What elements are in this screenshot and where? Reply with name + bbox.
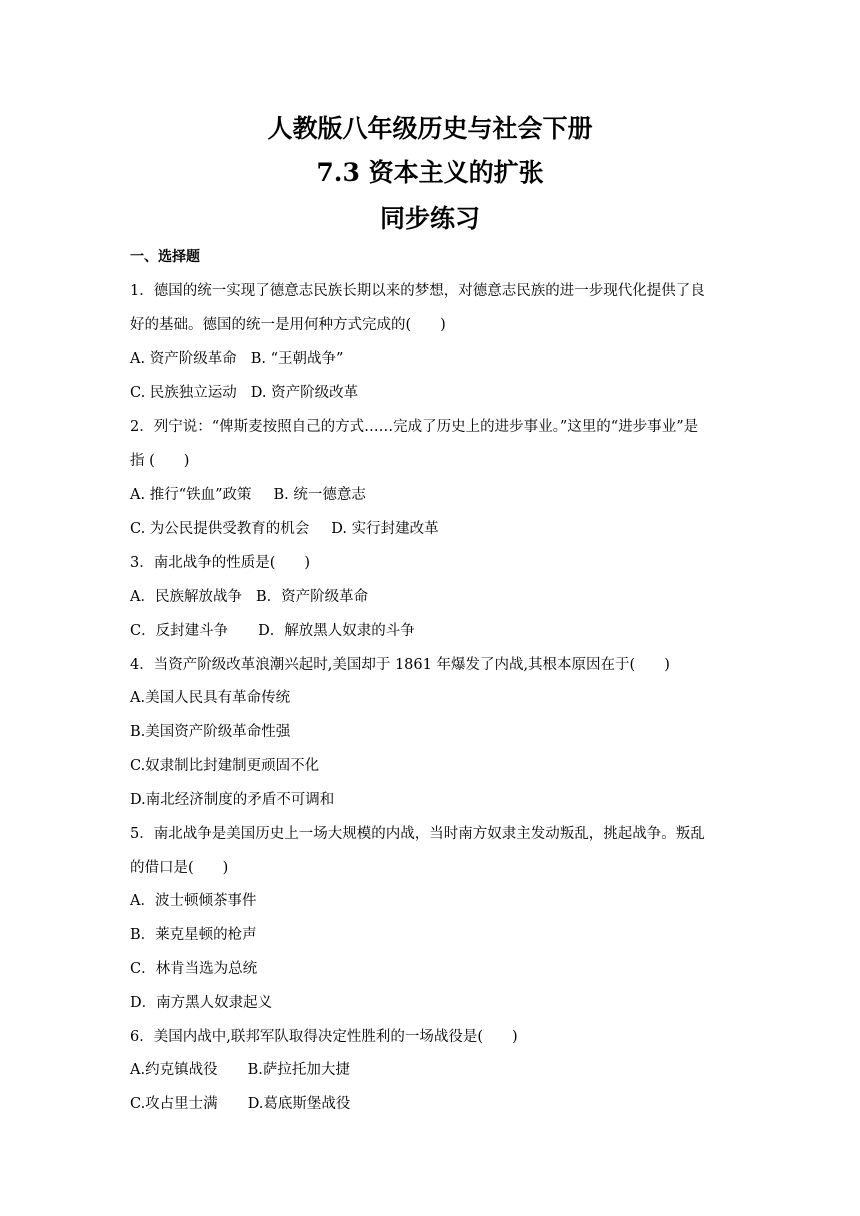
q6-options-row2 — [130, 1094, 350, 1114]
q1-option-b: B. “王朝战争” — [250, 351, 344, 367]
q5-stem-line1: 5．南北战争是美国历史上一场大规模的内战，当时南方奴隶主发动叛乱，挑起战争。叛乱 — [130, 826, 705, 842]
q2-option-d: D. 实行封建改革 — [331, 521, 439, 537]
q3-option-d: D．解放黑人奴隶的斗争 — [258, 623, 415, 639]
document-title: 人教版八年级历史与社会下册 — [267, 114, 593, 143]
section-heading: 一、选择题 — [130, 249, 200, 265]
q6-option-a: A.约克镇战役 — [130, 1062, 218, 1078]
q6-option-b: B.萨拉托加大捷 — [247, 1062, 350, 1078]
q2-options-row2 — [130, 519, 439, 539]
q5-option-b: B．莱克星顿的枪声 — [130, 927, 257, 943]
q1-stem-line2: 好的基础。德国的统一是用何种方式完成的( ) — [130, 317, 446, 333]
q1-option-c: C. 民族独立运动 — [130, 385, 237, 401]
q1-option-d: D. 资产阶级改革 — [250, 385, 359, 401]
q2-option-c: C. 为公民提供受教育的机会 — [130, 521, 310, 537]
q3-options-row2 — [130, 621, 415, 641]
q4-option-d: D.南北经济制度的矛盾不可调和 — [130, 792, 335, 808]
q6-options-row1 — [130, 1060, 350, 1080]
q2-stem-line1: 2．列宁说：“俾斯麦按照自己的方式……完成了历史上的进步事业。”这里的“进步事业”是 — [130, 419, 699, 435]
q2-option-b: B. 统一德意志 — [273, 487, 366, 503]
q1-options-row2 — [130, 383, 358, 403]
q2-stem-line2: 指 ( ) — [130, 453, 190, 469]
q3-option-c: C．反封建斗争 — [130, 623, 229, 639]
q4-option-c: C.奴隶制比封建制更顽固不化 — [130, 758, 320, 774]
q6-stem-line1: 6．美国内战中,联邦军队取得决定性胜利的一场战役是( ) — [130, 1029, 518, 1045]
q4-option-b: B.美国资产阶级革命性强 — [130, 724, 291, 740]
q2-option-a: A. 推行“铁血”政策 — [130, 487, 252, 503]
q6-option-c: C.攻占里士满 — [130, 1096, 218, 1112]
q5-stem-line2: 的借口是( ) — [130, 860, 229, 876]
q5-option-d: D．南方黑人奴隶起义 — [130, 995, 273, 1011]
q5-option-c: C．林肯当选为总统 — [130, 961, 258, 977]
q4-option-a: A.美国人民具有革命传统 — [130, 690, 291, 706]
lesson-title: 7.3 资本主义的扩张 — [316, 158, 544, 187]
q3-stem-line1: 3．南北战争的性质是( ) — [130, 555, 311, 571]
q2-options-row1 — [130, 485, 366, 505]
q6-option-d: D.葛底斯堡战役 — [247, 1096, 351, 1112]
q3-option-a: A．民族解放战争 — [130, 589, 242, 605]
q5-option-a: A．波士顿倾茶事件 — [130, 893, 257, 909]
q3-option-b: B．资产阶级革命 — [255, 589, 369, 605]
q4-stem-line1: 4．当资产阶级改革浪潮兴起时,美国却于 1861 年爆发了内战,其根本原因在于( ) — [130, 657, 670, 673]
q3-options-row1 — [130, 587, 368, 607]
q1-stem-line1: 1．德国的统一实现了德意志民族长期以来的梦想，对德意志民族的进一步现代化提供了良 — [130, 283, 705, 299]
exercise-title: 同步练习 — [379, 204, 480, 233]
q1-option-a: A. 资产阶级革命 — [130, 351, 237, 367]
q1-options-row1 — [130, 349, 343, 369]
